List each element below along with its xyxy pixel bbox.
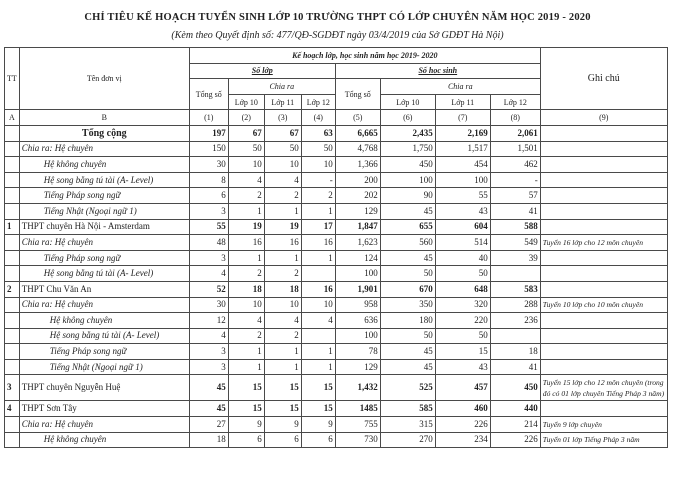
value-cell: 40	[435, 250, 490, 266]
value-cell: 350	[380, 297, 435, 313]
note-cell	[540, 219, 667, 235]
table-row	[5, 313, 668, 329]
value-cell: 2,435	[380, 125, 435, 141]
value-cell: 4	[228, 172, 264, 188]
column-code: (3)	[264, 110, 301, 126]
value-cell: 6,665	[335, 125, 380, 141]
value-cell: 1	[301, 359, 335, 375]
row-index	[5, 235, 20, 251]
value-cell: 16	[264, 235, 301, 251]
value-cell: 78	[335, 344, 380, 360]
value-cell	[490, 328, 540, 344]
value-cell: 15	[264, 401, 301, 417]
value-cell: 270	[380, 432, 435, 448]
value-cell: 16	[301, 281, 335, 297]
value-cell: 588	[490, 219, 540, 235]
value-cell: 234	[435, 432, 490, 448]
value-cell: 648	[435, 281, 490, 297]
unit-name: Tiếng Pháp song ngữ	[19, 250, 189, 266]
header-grade-11: Lớp 11	[435, 94, 490, 110]
table-row	[5, 401, 668, 417]
document-title: CHỈ TIÊU KẾ HOẠCH TUYỂN SINH LỚP 10 TRƯỜNG THPT CÓ LỚP CHUYÊN NĂM HỌC 2019 - 2020	[84, 12, 591, 23]
column-code: (6)	[380, 110, 435, 126]
table-row	[5, 281, 668, 297]
value-cell: 1,501	[490, 141, 540, 157]
unit-name: Tổng cộng	[19, 125, 189, 141]
value-cell: 655	[380, 219, 435, 235]
header-students-split: Chia ra	[380, 79, 540, 95]
note-cell	[540, 172, 667, 188]
value-cell: 1	[301, 203, 335, 219]
value-cell: 50	[380, 266, 435, 282]
value-cell: 1	[301, 344, 335, 360]
value-cell: 15	[228, 375, 264, 401]
header-note: Ghi chú	[540, 48, 667, 110]
value-cell: 45	[380, 250, 435, 266]
value-cell: 27	[189, 417, 228, 433]
column-code: B	[19, 110, 189, 126]
table-row	[5, 219, 668, 235]
row-index	[5, 344, 20, 360]
value-cell: 30	[189, 297, 228, 313]
value-cell: 2,061	[490, 125, 540, 141]
value-cell: 9	[228, 417, 264, 433]
table-row	[5, 344, 668, 360]
row-index	[5, 417, 20, 433]
value-cell: 18	[490, 344, 540, 360]
value-cell: 2	[264, 188, 301, 204]
value-cell: 236	[490, 313, 540, 329]
row-index	[5, 328, 20, 344]
note-cell	[540, 141, 667, 157]
value-cell: 17	[301, 219, 335, 235]
value-cell: 50	[380, 328, 435, 344]
note-cell	[540, 125, 667, 141]
row-index	[5, 297, 20, 313]
value-cell: 6	[189, 188, 228, 204]
note-cell: Tuyển 01 lớp Tiếng Pháp 3 năm	[540, 432, 667, 448]
table-row	[5, 157, 668, 173]
row-index: 4	[5, 401, 20, 417]
row-index	[5, 141, 20, 157]
value-cell: 12	[189, 313, 228, 329]
value-cell: 560	[380, 235, 435, 251]
value-cell: 129	[335, 203, 380, 219]
value-cell	[301, 328, 335, 344]
value-cell: 57	[490, 188, 540, 204]
value-cell: 1,750	[380, 141, 435, 157]
value-cell: 2	[228, 328, 264, 344]
value-cell: 4	[264, 172, 301, 188]
value-cell: 50	[435, 266, 490, 282]
value-cell: 48	[189, 235, 228, 251]
value-cell: 50	[264, 141, 301, 157]
value-cell: 150	[189, 141, 228, 157]
value-cell: 4	[301, 313, 335, 329]
value-cell: 288	[490, 297, 540, 313]
value-cell: 200	[335, 172, 380, 188]
header-grade-10: Lớp 10	[228, 94, 264, 110]
value-cell: 63	[301, 125, 335, 141]
table-row	[5, 417, 668, 433]
value-cell: 730	[335, 432, 380, 448]
value-cell: 2	[301, 188, 335, 204]
value-cell: 1	[264, 250, 301, 266]
enrollment-table	[4, 47, 668, 448]
header-classes: Số lớp	[189, 63, 335, 79]
value-cell: 2	[228, 266, 264, 282]
value-cell: 45	[380, 203, 435, 219]
value-cell: 18	[228, 281, 264, 297]
value-cell: 220	[435, 313, 490, 329]
value-cell: 197	[189, 125, 228, 141]
value-cell: 4	[228, 313, 264, 329]
value-cell: 226	[435, 417, 490, 433]
value-cell: 670	[380, 281, 435, 297]
value-cell: 1	[228, 203, 264, 219]
value-cell: 19	[264, 219, 301, 235]
unit-name: THPT chuyên Nguyễn Huệ	[19, 375, 189, 401]
row-index	[5, 172, 20, 188]
value-cell: 1485	[335, 401, 380, 417]
column-code: (9)	[540, 110, 667, 126]
value-cell: 15	[264, 375, 301, 401]
value-cell: 55	[435, 188, 490, 204]
value-cell: 1	[264, 359, 301, 375]
row-index	[5, 313, 20, 329]
row-index: 2	[5, 281, 20, 297]
value-cell: 450	[490, 375, 540, 401]
table-row	[5, 172, 668, 188]
header-grade-12: Lớp 12	[301, 94, 335, 110]
value-cell: 45	[189, 375, 228, 401]
note-cell	[540, 344, 667, 360]
value-cell	[490, 266, 540, 282]
value-cell: 4	[264, 313, 301, 329]
row-index: 1	[5, 219, 20, 235]
header-plan: Kế hoạch lớp, học sinh năm học 2019- 2020	[189, 48, 540, 64]
value-cell: 9	[301, 417, 335, 433]
unit-name: Hệ không chuyên	[19, 432, 189, 448]
header-grade-11: Lớp 11	[264, 94, 301, 110]
table-row	[5, 250, 668, 266]
value-cell: 10	[264, 297, 301, 313]
value-cell: -	[301, 172, 335, 188]
value-cell: 52	[189, 281, 228, 297]
value-cell: 43	[435, 359, 490, 375]
value-cell: 50	[301, 141, 335, 157]
value-cell: 202	[335, 188, 380, 204]
value-cell: 15	[228, 401, 264, 417]
value-cell: 10	[228, 157, 264, 173]
value-cell: 90	[380, 188, 435, 204]
note-cell	[540, 250, 667, 266]
value-cell: 440	[490, 401, 540, 417]
note-cell	[540, 281, 667, 297]
value-cell: 8	[189, 172, 228, 188]
value-cell: -	[490, 172, 540, 188]
value-cell: 50	[435, 328, 490, 344]
unit-name: Tiếng Pháp song ngữ	[19, 188, 189, 204]
value-cell: 100	[335, 266, 380, 282]
value-cell: 4	[189, 328, 228, 344]
value-cell: 1	[228, 250, 264, 266]
value-cell: 320	[435, 297, 490, 313]
note-cell	[540, 157, 667, 173]
value-cell: 1	[301, 250, 335, 266]
header-grade-12: Lớp 12	[490, 94, 540, 110]
value-cell: 585	[380, 401, 435, 417]
value-cell: 1,517	[435, 141, 490, 157]
header-students-total: Tổng số	[335, 79, 380, 110]
table-row	[5, 203, 668, 219]
value-cell: 514	[435, 235, 490, 251]
value-cell: 1,366	[335, 157, 380, 173]
header-classes-split: Chia ra	[228, 79, 335, 95]
value-cell: 18	[189, 432, 228, 448]
note-cell: Tuyển 16 lớp cho 12 môn chuyên	[540, 235, 667, 251]
value-cell: 45	[380, 344, 435, 360]
note-cell	[540, 266, 667, 282]
value-cell: 2	[264, 328, 301, 344]
unit-name: Chia ra: Hệ chuyên	[19, 235, 189, 251]
unit-name: Chia ra: Hệ chuyên	[19, 417, 189, 433]
value-cell: 3	[189, 250, 228, 266]
note-cell: Tuyển 10 lớp cho 10 môn chuyên	[540, 297, 667, 313]
value-cell: 604	[435, 219, 490, 235]
value-cell: 55	[189, 219, 228, 235]
value-cell: 3	[189, 203, 228, 219]
value-cell: 462	[490, 157, 540, 173]
value-cell: 1,432	[335, 375, 380, 401]
value-cell: 124	[335, 250, 380, 266]
row-index	[5, 266, 20, 282]
value-cell: 4	[189, 266, 228, 282]
unit-name: Tiếng Nhật (Ngoại ngữ 1)	[19, 359, 189, 375]
note-cell	[540, 313, 667, 329]
value-cell: 315	[380, 417, 435, 433]
header-students: Số học sinh	[335, 63, 540, 79]
table-row	[5, 188, 668, 204]
value-cell: 1	[264, 344, 301, 360]
value-cell: 1	[228, 359, 264, 375]
unit-name: Chia ra: Hệ chuyên	[19, 141, 189, 157]
value-cell: 129	[335, 359, 380, 375]
document-subtitle: (Kèm theo Quyết định số: 477/QĐ-SGDĐT ngày 03/4/2019 của Sở GDĐT Hà Nội)	[171, 30, 504, 41]
value-cell: 100	[435, 172, 490, 188]
table-row	[5, 125, 668, 141]
value-cell: 41	[490, 359, 540, 375]
unit-name: Tiếng Pháp song ngữ	[19, 344, 189, 360]
unit-name: THPT Sơn Tây	[19, 401, 189, 417]
row-index	[5, 250, 20, 266]
value-cell: 67	[228, 125, 264, 141]
table-row	[5, 375, 668, 401]
value-cell: 18	[264, 281, 301, 297]
value-cell: 30	[189, 157, 228, 173]
value-cell: 755	[335, 417, 380, 433]
header-classes-total: Tổng số	[189, 79, 228, 110]
note-cell: Tuyển 15 lớp cho 12 môn chuyên (trong đó có 01 lớp chuyên Tiếng Pháp 3 năm)	[540, 375, 667, 401]
value-cell: 10	[301, 297, 335, 313]
header-tt: TT	[5, 48, 20, 110]
value-cell: 15	[301, 401, 335, 417]
value-cell: 15	[301, 375, 335, 401]
row-index: 3	[5, 375, 20, 401]
value-cell: 454	[435, 157, 490, 173]
value-cell: 9	[264, 417, 301, 433]
value-cell: 226	[490, 432, 540, 448]
value-cell: 525	[380, 375, 435, 401]
unit-name: Hệ không chuyên	[19, 313, 189, 329]
unit-name: Hệ song bằng tú tài (A- Level)	[19, 266, 189, 282]
value-cell: 2	[228, 188, 264, 204]
column-code: (8)	[490, 110, 540, 126]
value-cell: 1	[228, 344, 264, 360]
value-cell: 10	[301, 157, 335, 173]
value-cell	[301, 266, 335, 282]
note-cell	[540, 188, 667, 204]
value-cell: 450	[380, 157, 435, 173]
row-index	[5, 203, 20, 219]
value-cell: 180	[380, 313, 435, 329]
row-index	[5, 359, 20, 375]
value-cell: 1,847	[335, 219, 380, 235]
value-cell: 15	[435, 344, 490, 360]
column-code: (4)	[301, 110, 335, 126]
column-code: (7)	[435, 110, 490, 126]
unit-name: THPT chuyên Hà Nội - Amsterdam	[19, 219, 189, 235]
note-cell	[540, 328, 667, 344]
column-code: (5)	[335, 110, 380, 126]
row-index	[5, 432, 20, 448]
value-cell: 100	[380, 172, 435, 188]
value-cell: 41	[490, 203, 540, 219]
value-cell: 16	[301, 235, 335, 251]
value-cell: 636	[335, 313, 380, 329]
table-row	[5, 328, 668, 344]
header-unit: Tên đơn vị	[19, 48, 189, 110]
table-row	[5, 359, 668, 375]
note-cell: Tuyển 9 lớp chuyên	[540, 417, 667, 433]
value-cell: 43	[435, 203, 490, 219]
value-cell: 6	[228, 432, 264, 448]
value-cell: 1,623	[335, 235, 380, 251]
column-code: A	[5, 110, 20, 126]
row-index	[5, 188, 20, 204]
unit-name: Tiếng Nhật (Ngoại ngữ 1)	[19, 203, 189, 219]
note-cell	[540, 401, 667, 417]
unit-name: Hệ song bằng tú tài (A- Level)	[19, 172, 189, 188]
value-cell: 2,169	[435, 125, 490, 141]
unit-name: Hệ song bằng tú tài (A- Level)	[19, 328, 189, 344]
value-cell: 3	[189, 359, 228, 375]
column-code: (1)	[189, 110, 228, 126]
value-cell: 10	[264, 157, 301, 173]
value-cell: 214	[490, 417, 540, 433]
column-code: (2)	[228, 110, 264, 126]
note-cell	[540, 359, 667, 375]
header-grade-10: Lớp 10	[380, 94, 435, 110]
table-row	[5, 297, 668, 313]
row-index	[5, 157, 20, 173]
value-cell: 460	[435, 401, 490, 417]
value-cell: 67	[264, 125, 301, 141]
row-index	[5, 125, 20, 141]
table-row	[5, 235, 668, 251]
unit-name: THPT Chu Văn An	[19, 281, 189, 297]
value-cell: 2	[264, 266, 301, 282]
value-cell: 50	[228, 141, 264, 157]
unit-name: Hệ không chuyên	[19, 157, 189, 173]
value-cell: 3	[189, 344, 228, 360]
value-cell: 6	[264, 432, 301, 448]
value-cell: 6	[301, 432, 335, 448]
value-cell: 39	[490, 250, 540, 266]
table-row	[5, 432, 668, 448]
value-cell: 45	[380, 359, 435, 375]
value-cell: 1,901	[335, 281, 380, 297]
unit-name: Chia ra: Hệ chuyên	[19, 297, 189, 313]
value-cell: 583	[490, 281, 540, 297]
value-cell: 45	[189, 401, 228, 417]
table-row	[5, 266, 668, 282]
value-cell: 4,768	[335, 141, 380, 157]
value-cell: 16	[228, 235, 264, 251]
table-row	[5, 141, 668, 157]
value-cell: 457	[435, 375, 490, 401]
value-cell: 19	[228, 219, 264, 235]
note-cell	[540, 203, 667, 219]
value-cell: 1	[264, 203, 301, 219]
value-cell: 549	[490, 235, 540, 251]
column-code-row	[5, 110, 668, 126]
value-cell: 958	[335, 297, 380, 313]
value-cell: 10	[228, 297, 264, 313]
value-cell: 100	[335, 328, 380, 344]
